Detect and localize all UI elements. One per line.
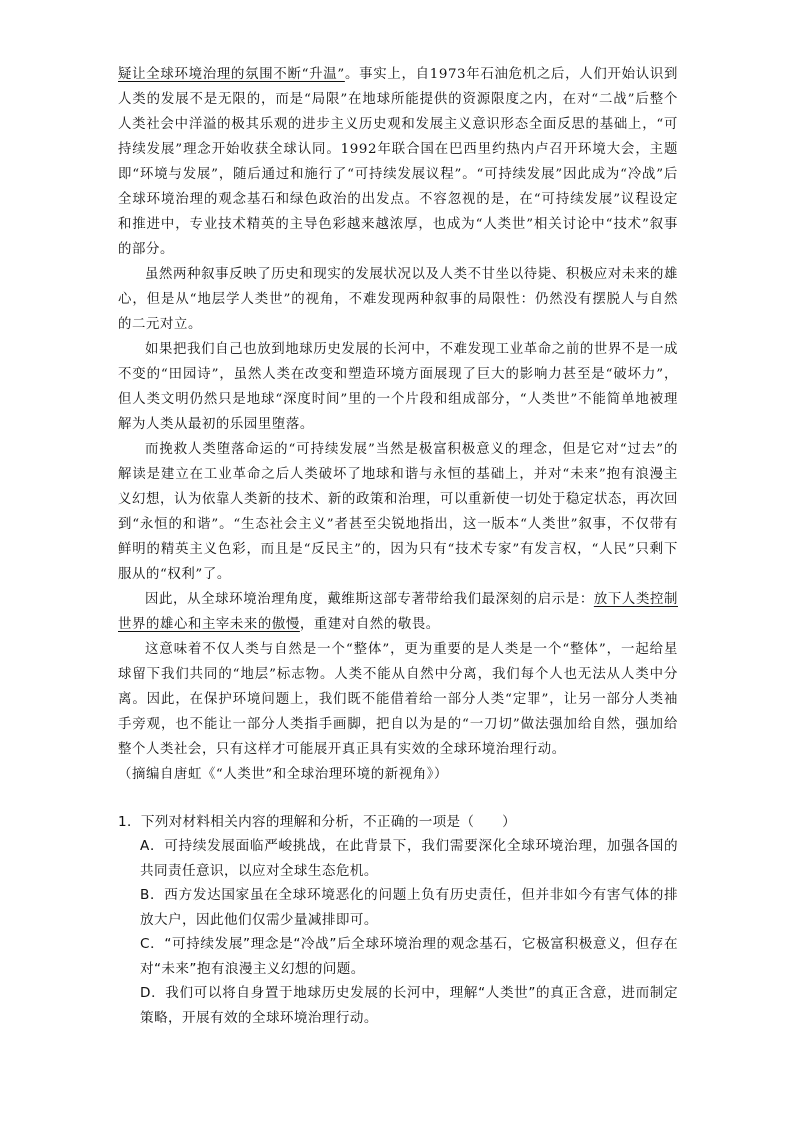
underlined-phrase: 放下人类控制世界的雄心和主宰未来的傲慢	[118, 592, 678, 632]
underlined-phrase: 疑让全球环境治理的氛围不断“升温”	[118, 67, 345, 82]
question-stem: 1．下列对材料相关内容的理解和分析，不正确的一项是（ ）	[118, 814, 516, 830]
option-d[interactable]: D．我们可以将自身置于地球历史发展的长河中，理解“人类世”的真正含意，进而制定策略，开展有效的全球环境治理行动。	[140, 985, 678, 1026]
passage-paragraph-4: 而挽救人类堕落命运的“可持续发展”当然是极富积极意义的理念，但是它对“过去”的解读是建立在工业革命之后人类破坏了地球和谐与永恒的基础上，并对“未来”抱有浪漫主义幻想，认为依靠人类新的技术、新的政策和治理，可以重新使一切处于稳定状态，再次回到“永恒的和谐”。“生态社会主义”者甚至尖锐地指出，这一版本“人类世”叙事，不仅带有鲜明的精英主义色彩，而且是“反民主”的，因为只有“技术专家”有发言权，“人民”只剩下服从的“权利”了。	[118, 442, 678, 582]
passage-paragraph-1	[118, 62, 678, 262]
option-b[interactable]: B．西方发达国家虽在全球环境恶化的问题上负有历史责任，但并非如今有害气体的排放大户，因此他们仅需少量减排即可。	[140, 887, 678, 928]
paragraph-text: 因此，从全球环境治理角度，戴维斯这部专著带给我们最深刻的启示是：	[145, 592, 594, 607]
passage-paragraph-2: 虽然两种叙事反映了历史和现实的发展状况以及人类不甘坐以待毙、积极应对未来的雄心，但是从“地层学人类世”的视角，不难发现两种叙事的局限性：仍然没有摆脱人与自然的二元对立。	[118, 267, 678, 332]
question-1	[118, 810, 678, 1030]
reading-passage	[118, 62, 678, 787]
paragraph-text: ，重建对自然的敬畏。	[299, 617, 440, 632]
passage-paragraph-3: 如果把我们自己也放到地球历史发展的长河中，不难发现工业革命之前的世界不是一成不变的“田园诗”，虽然人类在改变和塑造环境方面展现了巨大的影响力甚至是“破坏力”，但人类文明仍然只是地球“深度时间”里的一个片段和组成部分，“人类世”不能简单地被理解为人类从最初的乐园里堕落。	[118, 342, 678, 432]
passage-paragraph-6: 这意味着不仅人类与自然是一个“整体”，更为重要的是人类是一个“整体”，一起给星球留下我们共同的“地层”标志物。人类不能从自然中分离，我们每个人也无法从人类中分离。因此，在保护环境问题上，我们既不能借着给一部分人类“定罪”，让另一部分人类袖手旁观，也不能让一部分人类指手画脚，把自以为是的“一刀切”做法强加给自然，强加给整个人类社会，只有这样才可能展开真正具有实效的全球环境治理行动。	[118, 642, 678, 757]
paragraph-text: 。事实上，自1973年石油危机之后，人们开始认识到人类的发展不是无限的，而是“局限”在地球所能提供的资源限度之内，在对“二战”后整个人类社会中洋溢的极其乐观的进步主义历史观和发展主义意识形态全面反思的基础上，“可持续发展”理念开始收获全球认同。1992年联合国在巴西里约热内卢召开环境大会，主题即“环境与发展”，随后通过和施行了“可持续发展议程”。“可持续发展”因此成为“冷战”后全球环境治理的观念基石和绿色政治的出发点。不容忽视的是，在“可持续发展”议程设定和推进中，专业技术精英的主导色彩越来越浓厚，也成为“人类世”相关讨论中“技术”叙事的部分。	[118, 67, 678, 257]
source-citation: （摘编自唐虹《“人类世”和全球治理环境的新视角》）	[118, 767, 448, 782]
option-c[interactable]: C．“可持续发展”理念是“冷战”后全球环境治理的观念基石，它极富积极意义，但存在对“未来”抱有浪漫主义幻想的问题。	[140, 936, 678, 977]
option-a[interactable]: A．可持续发展面临严峻挑战，在此背景下，我们需要深化全球环境治理，加强各国的共同责任意识，以应对全球生态危机。	[140, 838, 678, 879]
passage-paragraph-5	[118, 587, 678, 637]
